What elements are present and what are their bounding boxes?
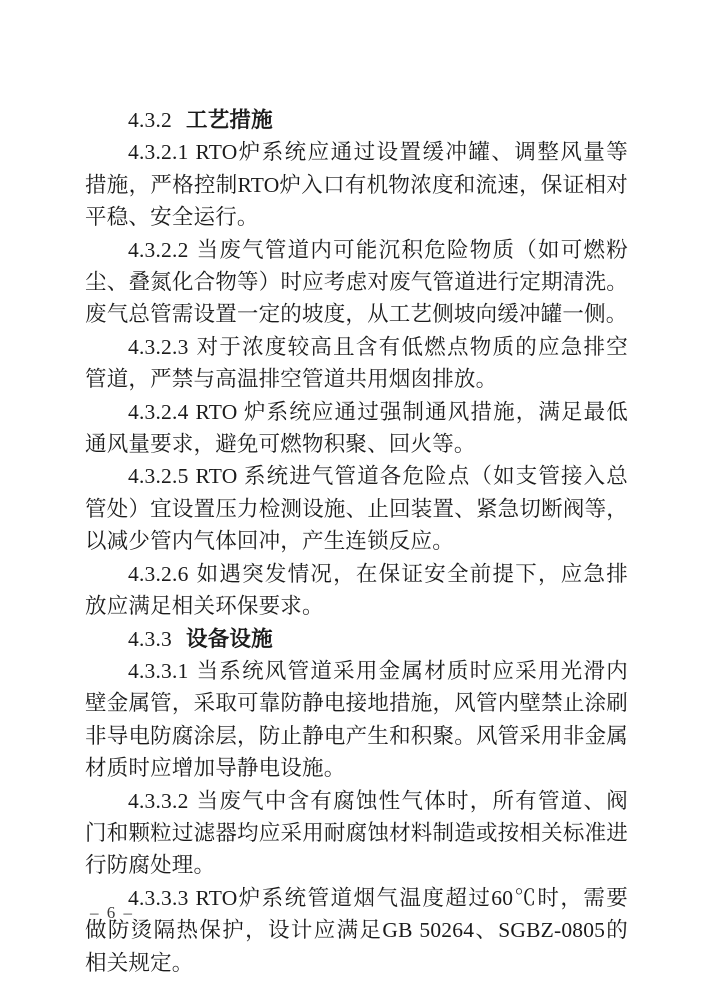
clause-text: 如遇突发情况，在保证安全前提下，应急排放应满足相关环保要求。 <box>85 561 628 619</box>
clause-4-3-3-1 <box>85 655 628 785</box>
clause-number: 4.3.2.3 <box>128 334 189 359</box>
clause-4-3-2-3 <box>85 331 628 396</box>
clause-number: 4.3.2.1 <box>128 140 189 165</box>
clause-4-3-3-2 <box>85 785 628 882</box>
clause-text: 当系统风管道采用金属材质时应采用光滑内壁金属管，采取可靠防静电接地措施，风管内壁禁止涂刷非导电防腐涂层，防止静电产生和积聚。风管采用非金属材质时应增加导静电设施。 <box>85 658 628 781</box>
clause-number: 4.3.3.2 <box>128 788 189 813</box>
section-heading-4-3-3 <box>85 623 628 655</box>
page-number: – 6 – <box>90 903 134 922</box>
clause-number: 4.3.3.3 <box>128 885 189 910</box>
clause-text: RTO 系统进气管道各危险点（如支管接入总管处）宜设置压力检测设施、止回装置、紧急切断阀等，以减少管内气体回冲，产生连锁反应。 <box>85 464 628 554</box>
heading-number: 4.3.3 <box>128 626 172 651</box>
heading-number: 4.3.2 <box>128 108 172 132</box>
clause-text: 当废气中含有腐蚀性气体时，所有管道、阀门和颗粒过滤器均应采用耐腐蚀材料制造或按相关标准进行防腐处理。 <box>85 788 628 878</box>
clause-text: RTO 炉系统应通过强制通风措施，满足最低通风量要求，避免可燃物积聚、回火等。 <box>85 399 628 457</box>
clause-text: 对于浓度较高且含有低燃点物质的应急排空管道，严禁与高温排空管道共用烟囱排放。 <box>85 334 628 392</box>
clause-number: 4.3.2.2 <box>128 237 189 262</box>
clause-4-3-2-4 <box>85 396 628 461</box>
heading-title: 设备设施 <box>186 626 273 651</box>
clause-4-3-2-5 <box>85 460 628 557</box>
clause-text: 当废气管道内可能沉积危险物质（如可燃粉尘、叠氮化合物等）时应考虑对废气管道进行定期清洗。废气总管需设置一定的坡度，从工艺侧坡向缓冲罐一侧。 <box>85 237 628 327</box>
clause-text: RTO炉系统应通过设置缓冲罐、调整风量等措施，严格控制RTO炉入口有机物浓度和流速，保证相对平稳、安全运行。 <box>85 140 628 230</box>
heading-title: 工艺措施 <box>186 108 273 132</box>
section-heading-4-3-2 <box>85 104 628 136</box>
clause-number: 4.3.3.1 <box>128 658 189 683</box>
clause-number: 4.3.2.4 <box>128 399 189 424</box>
clause-4-3-3-3 <box>85 882 628 979</box>
clause-4-3-2-2 <box>85 234 628 331</box>
clause-number: 4.3.2.5 <box>128 464 189 489</box>
clause-4-3-2-6 <box>85 558 628 623</box>
clause-4-3-2-1 <box>85 136 628 233</box>
clause-text: RTO炉系统管道烟气温度超过60℃时，需要做防烫隔热保护，设计应满足GB 50264、SGBZ-0805的相关规定。 <box>85 885 628 975</box>
clause-number: 4.3.2.6 <box>128 561 189 586</box>
document-body <box>85 104 628 979</box>
